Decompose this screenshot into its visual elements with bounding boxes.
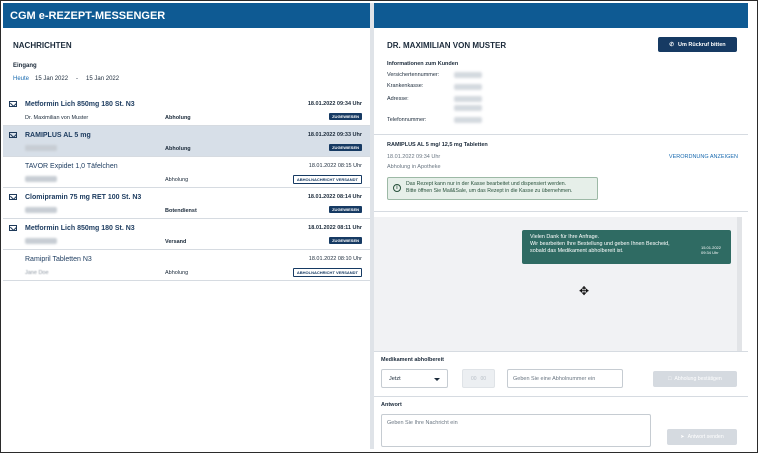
date-to[interactable]: 15 Jan 2022 <box>86 76 120 82</box>
status-badge: ZUGEWIESEN <box>329 206 362 213</box>
prescription-date: 18.01.2022 09:34 Uhr <box>387 154 441 160</box>
status-badge: ABHOLNACHRICHT VERSANDT <box>293 268 362 277</box>
detail-topbar <box>374 3 748 28</box>
chat-time-clock: 09:34 Uhr <box>700 250 719 255</box>
app-title: CGM e-REZEPT-MESSENGER <box>3 3 370 28</box>
show-prescription-link[interactable]: VERORDNUNG ANZEIGEN <box>668 154 738 160</box>
notice-line: Das Rezept kann nur in der Kasse bearbeitet und dispensiert werden. <box>406 181 567 187</box>
date-separator: - <box>76 76 79 82</box>
insurance-number-label: Versichertennummer: <box>387 72 440 78</box>
reply-textarea[interactable]: Geben Sie Ihre Nachricht ein <box>381 414 651 447</box>
chat-line: Wir bearbeiten Ihre Bestellung und geben Ihnen Bescheid, <box>530 241 670 247</box>
message-category: Abholung <box>165 177 189 183</box>
customer-info-title: Informationen zum Kunden <box>387 61 459 67</box>
ready-section-title: Medikament abholbereit <box>381 357 444 363</box>
list-item[interactable] <box>3 157 370 188</box>
message-sender: Jane Doe <box>25 270 49 276</box>
redacted-value <box>454 105 482 111</box>
redacted-value <box>454 84 482 90</box>
chevron-down-icon <box>434 378 440 381</box>
redacted-value <box>454 96 482 102</box>
envelope-icon <box>9 101 17 107</box>
status-badge: ZUGEWIESEN <box>329 144 362 151</box>
date-from[interactable]: 15 Jan 2022 <box>35 76 69 82</box>
message-date: 18.01.2022 09:34 Uhr <box>307 101 362 107</box>
chat-time-date: 15.01.2022 <box>700 245 721 250</box>
insurer-label: Krankenkasse: <box>387 83 424 89</box>
message-date: 18.01.2022 08:15 Uhr <box>308 163 362 169</box>
message-category: Abholung <box>165 270 189 276</box>
detail-pane <box>374 3 748 449</box>
message-title: Clomipramin 75 mg RET 100 St. N3 <box>25 194 142 201</box>
redacted-sender <box>25 176 57 182</box>
reply-section-title: Antwort <box>381 402 402 408</box>
divider <box>374 351 748 352</box>
chat-line: Vielen Dank für Ihre Anfrage. <box>530 234 600 240</box>
ready-time-select[interactable] <box>381 369 448 388</box>
message-title: Metformin Lich 850mg 180 St. N3 <box>25 101 135 108</box>
confirm-pickup-button[interactable] <box>653 371 737 387</box>
time-minutes: 00 <box>480 375 487 382</box>
status-badge: ZUGEWIESEN <box>329 237 362 244</box>
list-item[interactable] <box>3 126 370 157</box>
info-notice <box>387 177 598 200</box>
message-sender: Dr. Maximilian von Muster <box>25 115 89 121</box>
callback-label: Um Rückruf bitten <box>677 41 726 48</box>
confirm-label: Abholung bestätigen <box>674 376 722 382</box>
chat-bubble <box>522 230 731 264</box>
message-title: Ramipril Tabletten N3 <box>25 256 92 263</box>
message-date: 18.01.2022 08:14 Uhr <box>307 194 362 200</box>
prescription-status: Abholung in Apotheke <box>387 164 441 170</box>
time-hours: 00 <box>470 375 477 382</box>
pickup-number-input[interactable]: Geben Sie eine Abholnummer ein <box>507 369 623 388</box>
envelope-icon <box>9 132 17 138</box>
inbox-pane <box>3 3 370 449</box>
chat-scrollbar[interactable] <box>737 217 742 351</box>
status-badge: ZUGEWIESEN <box>329 113 362 120</box>
redacted-value <box>454 72 482 78</box>
message-title: RAMIPLUS AL 5 mg <box>25 132 91 139</box>
status-badge: ABHOLNACHRICHT VERSANDT <box>293 175 362 184</box>
chat-area <box>374 217 742 351</box>
callback-button[interactable] <box>658 37 737 52</box>
send-label: Antwort senden <box>687 434 724 440</box>
move-cursor-icon: ✥ <box>579 284 590 298</box>
select-value: Jetzt <box>389 376 401 382</box>
redacted-sender <box>25 238 57 244</box>
message-date: 18.01.2022 08:10 Uhr <box>308 256 362 262</box>
notice-line: Bitte öffnen Sie Mail&Sale, um das Rezept in die Kasse zu übernehmen. <box>406 188 573 194</box>
folder-label: Eingang <box>13 63 37 69</box>
message-title: TAVOR Expidet 1,0 Täfelchen <box>25 163 118 170</box>
send-icon: ➤ <box>680 434 685 440</box>
send-reply-button[interactable] <box>667 429 737 445</box>
redacted-value <box>454 117 482 123</box>
address-label: Adresse: <box>387 96 409 102</box>
calendar-icon: □ <box>668 376 672 382</box>
redacted-sender <box>25 145 57 151</box>
message-date: 18.01.2022 09:33 Uhr <box>307 132 362 138</box>
divider <box>374 134 748 135</box>
prescription-title: RAMIPLUS AL 5 mg/ 12,5 mg Tabletten <box>387 142 488 148</box>
inbox-heading: NACHRICHTEN <box>13 41 72 50</box>
message-category: Versand <box>165 239 187 245</box>
today-link[interactable]: Heute <box>13 76 30 82</box>
list-item[interactable] <box>3 250 370 281</box>
envelope-icon <box>9 194 17 200</box>
message-list <box>3 95 370 281</box>
message-date: 18.01.2022 08:11 Uhr <box>308 225 362 231</box>
message-category: Botendienst <box>165 208 197 214</box>
message-category: Abholung <box>165 115 191 121</box>
phone-icon: ✆ <box>669 41 674 48</box>
chat-timestamp <box>701 245 721 255</box>
list-item[interactable] <box>3 188 370 219</box>
message-title: Metformin Lich 850mg 180 St. N3 <box>25 225 135 232</box>
redacted-sender <box>25 207 57 213</box>
customer-name: DR. MAXIMILIAN VON MUSTER <box>387 41 507 50</box>
message-category: Abholung <box>165 146 191 152</box>
info-icon: i <box>393 184 401 192</box>
phone-label: Telefonnummer: <box>387 117 427 123</box>
list-item[interactable] <box>3 95 370 126</box>
chat-line: sobald das Medikament abholbereit ist. <box>530 248 624 254</box>
time-picker[interactable] <box>462 369 495 388</box>
envelope-icon <box>9 225 17 231</box>
divider <box>374 396 748 397</box>
divider <box>374 211 748 212</box>
list-item[interactable] <box>3 219 370 250</box>
date-filter <box>13 76 119 82</box>
